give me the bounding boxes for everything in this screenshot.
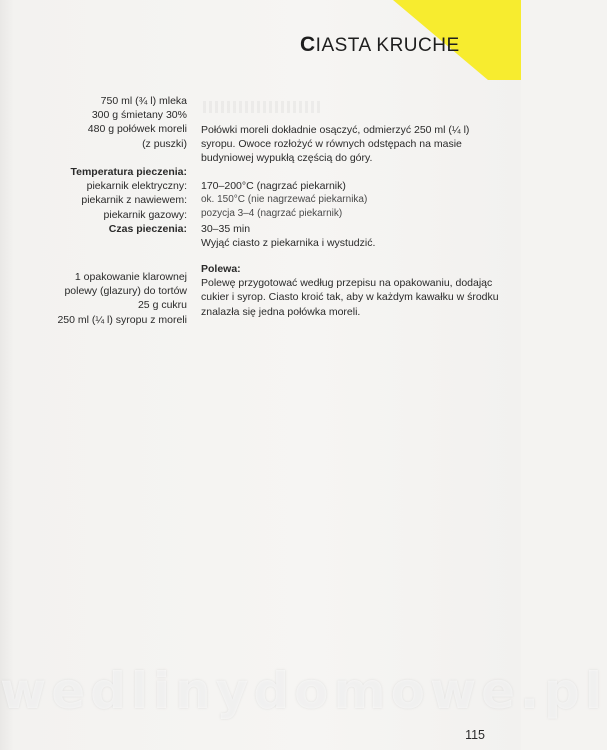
baking-labels	[40, 165, 187, 236]
oven-electric-label: piekarnik elektryczny:	[86, 180, 187, 193]
glaze-heading: Polewa:	[201, 263, 241, 275]
glaze-ingredient-line: 250 ml (¼ l) syropu z moreli	[57, 313, 187, 326]
site-watermark: wedlinydomowe.pl	[0, 662, 607, 720]
glaze-ingredient-line: 1 opakowanie klarownej	[74, 271, 187, 283]
ingredient-line: (z puszki)	[142, 137, 187, 150]
temperature-heading: Temperatura pieczenia:	[70, 166, 187, 178]
step-line: Połówki moreli dokładnie osączyć, odmierzyć 250 ml (¼ l)	[201, 124, 470, 136]
baking-time-value: 30–35 min	[201, 222, 251, 235]
oven-electric-value: 170–200°C (nagrzać piekarnik)	[201, 180, 346, 192]
glaze-ingredient-line: 25 g cukru	[137, 299, 187, 312]
oven-fan-label: piekarnik z nawiewem:	[81, 194, 187, 207]
step-apricots-text	[201, 123, 501, 166]
ingredient-line: 300 g śmietany 30%	[91, 109, 187, 122]
glaze-ingredient-line: polewy (glazury) do tortów	[64, 285, 187, 298]
glaze-line: znalazła się jedna połówka moreli.	[201, 305, 361, 318]
baking-time-heading: Czas pieczenia:	[108, 222, 187, 235]
ingredient-line: 750 ml (¾ l) mleka	[100, 95, 187, 107]
step-line: syropu. Owoce rozłożyć w równych odstępach na masie	[201, 138, 462, 151]
oven-gas-label: piekarnik gazowy:	[103, 208, 187, 221]
title-rest: IASTA KRUCHE	[315, 35, 460, 56]
ingredient-line: 480 g połówek moreli	[87, 123, 187, 136]
glaze-ingredients	[40, 270, 187, 327]
cooling-instruction: Wyjąć ciasto z piekarnika i wystudzić.	[201, 236, 376, 249]
baking-values	[201, 179, 501, 250]
oven-fan-value: ok. 150°C (nie nagrzewać piekarnika)	[201, 194, 368, 206]
glaze-line: Polewę przygotować według przepisu na opakowaniu, dodając	[201, 277, 493, 290]
page-number: 115	[465, 728, 485, 742]
faded-text-bleed	[203, 101, 323, 113]
glaze-line: cukier i syrop. Ciasto kroić tak, aby w każdym kawałku w środku	[201, 291, 499, 304]
page-title	[300, 33, 460, 57]
title-initial: C	[300, 33, 316, 56]
step-line: budyniowej wypukłą częścią do góry.	[201, 152, 373, 165]
oven-gas-value: pozycja 3–4 (nagrzać piekarnik)	[201, 208, 343, 220]
glaze-section	[201, 262, 501, 319]
ingredients-list	[40, 94, 187, 151]
